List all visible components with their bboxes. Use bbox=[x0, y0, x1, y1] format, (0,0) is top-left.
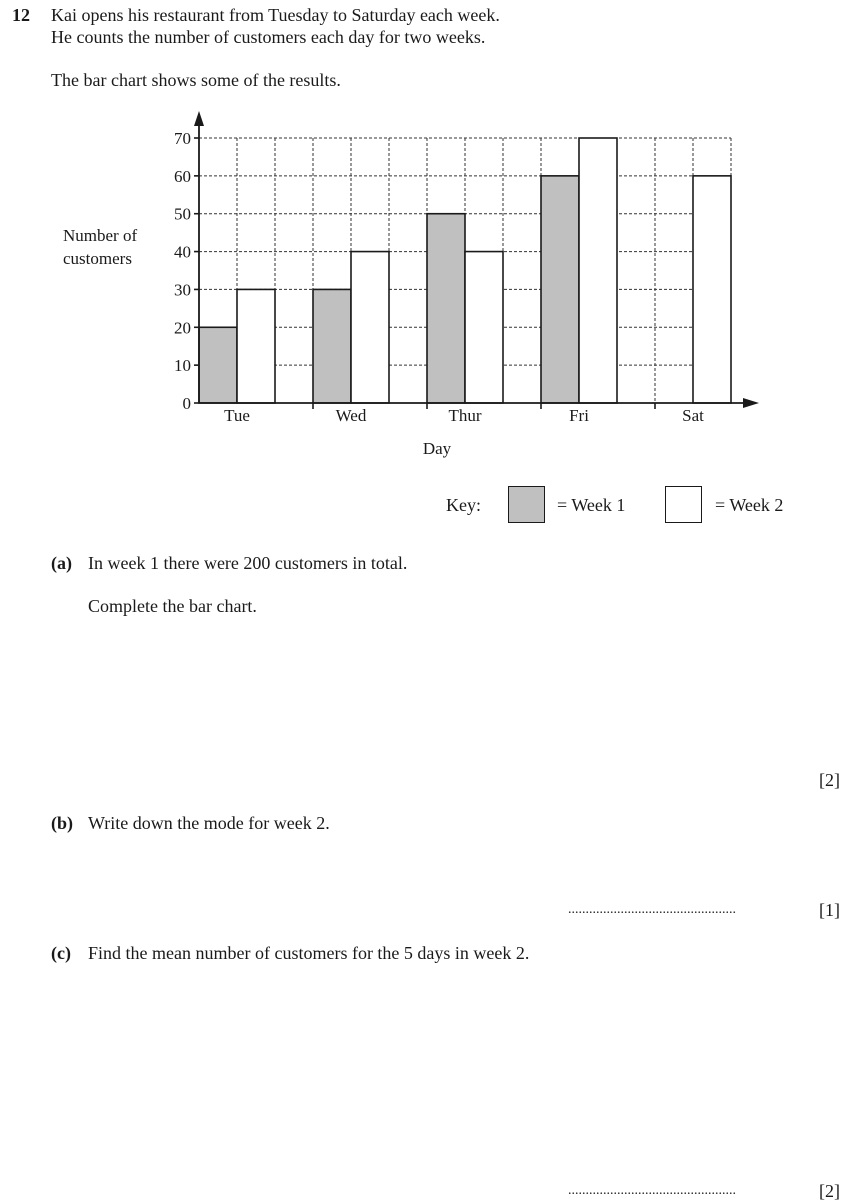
part-a-instruction: Complete the bar chart. bbox=[88, 596, 257, 616]
part-c-text: Find the mean number of customers for the 5 days in week 2. bbox=[88, 943, 530, 963]
y-tick-label: 60 bbox=[174, 166, 191, 186]
part-b-marks: [1] bbox=[819, 900, 840, 920]
intro-line-3: The bar chart shows some of the results. bbox=[51, 70, 341, 90]
part-b-text: Write down the mode for week 2. bbox=[88, 813, 330, 833]
part-a-label: (a) bbox=[51, 553, 72, 573]
y-axis-label-line-1: Number of bbox=[63, 226, 138, 245]
part-b-answer-line[interactable]: ................................................ bbox=[568, 902, 736, 917]
x-tick-label-wed: Wed bbox=[335, 406, 367, 425]
bar-sat-week-2 bbox=[693, 176, 731, 403]
x-axis-arrow bbox=[743, 398, 759, 408]
y-tick-label: 50 bbox=[174, 204, 191, 224]
part-a-text: In week 1 there were 200 customers in total. bbox=[88, 553, 408, 573]
chart-bars bbox=[199, 138, 731, 403]
bar-tue-week-2 bbox=[237, 289, 275, 403]
x-tick-label-fri: Fri bbox=[569, 406, 589, 425]
part-c-answer-line[interactable]: ................................................ bbox=[568, 1183, 736, 1198]
y-axis-arrow bbox=[194, 111, 204, 126]
y-tick-label: 10 bbox=[174, 356, 191, 376]
y-tick-label: 20 bbox=[174, 318, 191, 338]
y-axis-label-line-2: customers bbox=[63, 249, 132, 268]
bar-fri-week-2 bbox=[579, 138, 617, 403]
part-a-marks: [2] bbox=[819, 770, 840, 790]
part-b-label: (b) bbox=[51, 813, 73, 833]
bar-wed-week-1 bbox=[313, 289, 351, 403]
legend-week1-label: = Week 1 bbox=[557, 495, 626, 515]
legend-week1-swatch bbox=[508, 486, 545, 523]
part-c-marks: [2] bbox=[819, 1181, 840, 1201]
legend-week2-label: = Week 2 bbox=[715, 495, 784, 515]
legend-week2-swatch bbox=[665, 486, 702, 523]
bar-thur-week-2 bbox=[465, 252, 503, 403]
question-number: 12 bbox=[12, 5, 30, 25]
bar-chart bbox=[0, 0, 853, 540]
part-c-label: (c) bbox=[51, 943, 71, 963]
bar-thur-week-1 bbox=[427, 214, 465, 403]
y-tick-label: 40 bbox=[174, 242, 191, 262]
x-axis-label: Day bbox=[422, 439, 452, 458]
bar-wed-week-2 bbox=[351, 252, 389, 403]
bar-fri-week-1 bbox=[541, 176, 579, 403]
bar-tue-week-1 bbox=[199, 327, 237, 403]
x-tick-label-sat: Sat bbox=[682, 406, 704, 425]
intro-line-1: Kai opens his restaurant from Tuesday to Saturday each week. bbox=[51, 5, 500, 25]
x-tick-label-tue: Tue bbox=[224, 406, 250, 425]
y-tick-label: 70 bbox=[174, 129, 191, 148]
intro-line-2: He counts the number of customers each day for two weeks. bbox=[51, 27, 486, 47]
y-tick-label: 30 bbox=[174, 280, 191, 300]
legend-title: Key: bbox=[446, 495, 481, 515]
y-tick-label: 0 bbox=[182, 394, 191, 413]
x-tick-label-thur: Thur bbox=[448, 406, 482, 425]
